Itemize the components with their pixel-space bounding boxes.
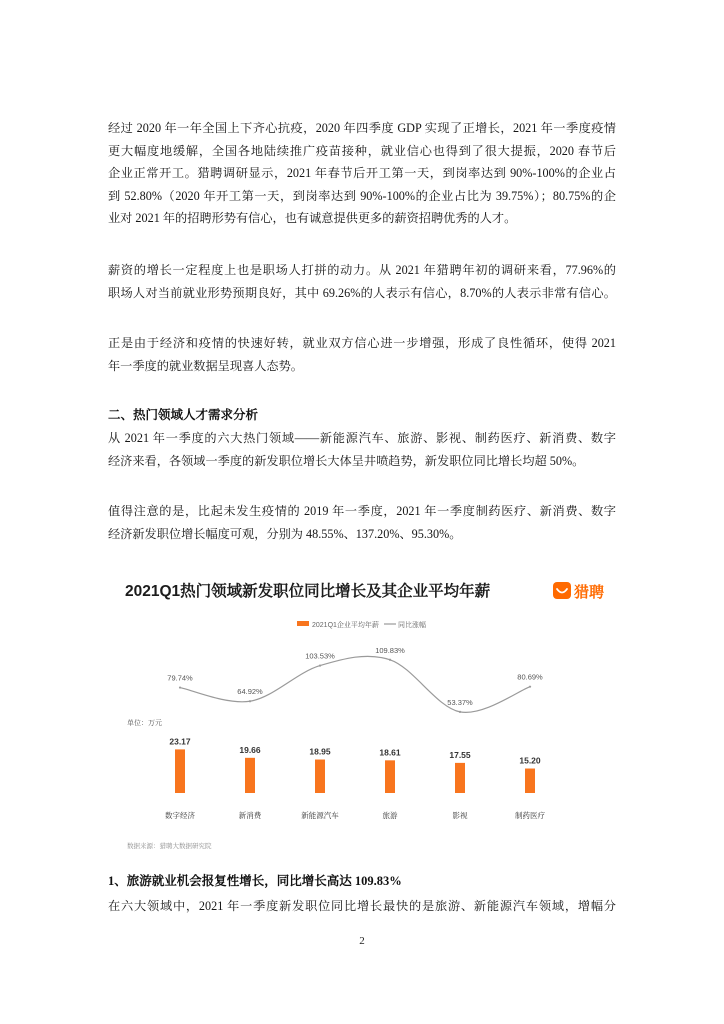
chart-title: 2021Q1热门领域新发职位同比增长及其企业平均年薪 bbox=[125, 583, 491, 600]
text-line: 经过 2020 年一年全国上下齐心抗疫，2020 年四季度 GDP 实现了正增长，2021 年一季度疫情 bbox=[108, 121, 616, 135]
line-point bbox=[389, 659, 391, 661]
line-point bbox=[459, 711, 461, 713]
legend-bar-label: 2021Q1企业平均年薪 bbox=[312, 622, 379, 629]
category-label: 新能源汽车 bbox=[301, 811, 339, 820]
text-line: 薪资的增长一定程度上也是职场人打拼的动力。从 2021 年猎聘年初的调研来看，77.96%的 bbox=[108, 263, 616, 277]
text-line: 正是由于经济和疫情的快速好转，就业双方信心进一步增强，形成了良性循环，使得 2021 bbox=[108, 336, 616, 350]
paragraph-salary-confidence bbox=[108, 259, 616, 304]
line-point bbox=[319, 664, 321, 666]
bar-value-label: 23.17 bbox=[169, 736, 191, 747]
line-value-label: 79.74% bbox=[167, 673, 193, 683]
line-value-label: 53.37% bbox=[447, 697, 473, 707]
source-note: 数据来源：猎聘大数据研究院 bbox=[127, 843, 212, 850]
category-label: 新消费 bbox=[238, 811, 262, 820]
chart-container bbox=[108, 568, 616, 860]
category-label: 制药医疗 bbox=[515, 811, 545, 820]
growth-line bbox=[180, 656, 530, 712]
line-point bbox=[249, 700, 251, 702]
bar-value-label: 18.61 bbox=[379, 747, 401, 758]
text-line: 职场人对当前就业形势预期良好，其中 69.26%的人表示有信心，8.70%的人表示非常有信心。 bbox=[108, 285, 616, 300]
text-line: 更大幅度地缓解，全国各地陆续推广疫苗接种，就业信心也得到了很大提振，2020 春节后 bbox=[108, 143, 616, 158]
bar-value-label: 17.55 bbox=[449, 749, 471, 760]
bar bbox=[455, 763, 465, 793]
paragraph-2019-comparison bbox=[108, 500, 616, 545]
combo-chart bbox=[108, 568, 616, 860]
line-point bbox=[179, 686, 181, 688]
line-value-label: 109.83% bbox=[375, 645, 405, 655]
text-line: 经济新发职位增长幅度可观，分别为 48.55%、137.20%、95.30%。 bbox=[108, 526, 462, 541]
chart-legend bbox=[297, 620, 426, 629]
legend-line-label: 同比涨幅 bbox=[398, 622, 426, 629]
bar-value-label: 15.20 bbox=[519, 755, 541, 766]
subsection-heading: 1、旅游就业机会报复性增长，同比增长高达 109.83% bbox=[108, 874, 402, 888]
line-point bbox=[529, 686, 531, 688]
salary-bar-series bbox=[169, 736, 541, 793]
category-label: 旅游 bbox=[382, 811, 398, 820]
text-line: 值得注意的是，比起未发生疫情的 2019 年一季度，2021 年一季度制药医疗、新消费、数字 bbox=[108, 504, 616, 518]
paragraph-recovery-overview bbox=[108, 117, 616, 230]
text-line: 到 52.80%（2020 年开工第一天，到岗率达到 90%-100%的企业占比为 39.75%）；80.75%的企 bbox=[108, 188, 616, 203]
paragraph-virtuous-cycle bbox=[108, 332, 616, 377]
paragraph-tourism-growth bbox=[108, 895, 616, 918]
text-line: 企业正常开工。猎聘调研显示，2021 年春节后开工第一天，到岗率达到 90%-100%的企业占 bbox=[108, 166, 616, 180]
text-line: 经济来看，各领域一季度的新发职位增长大体呈井喷趋势，新发职位同比增长均超 50%。 bbox=[108, 453, 585, 468]
unit-label: 单位：万元 bbox=[127, 720, 162, 727]
line-value-label: 103.53% bbox=[305, 651, 335, 661]
bar bbox=[175, 749, 185, 793]
text-line: 在六大领域中，2021 年一季度新发职位同比增长最快的是旅游、新能源汽车领域，增幅分 bbox=[108, 899, 616, 913]
liepin-logo bbox=[553, 582, 604, 601]
line-value-label: 64.92% bbox=[237, 687, 263, 697]
line-value-label: 80.69% bbox=[517, 672, 543, 682]
bar bbox=[315, 760, 325, 793]
bar-value-label: 18.95 bbox=[309, 746, 331, 757]
section-heading: 二、热门领域人才需求分析 bbox=[108, 408, 259, 422]
bar-value-label: 19.66 bbox=[239, 744, 261, 755]
growth-line-series bbox=[167, 646, 543, 713]
category-label: 数字经济 bbox=[165, 811, 195, 820]
bar bbox=[385, 760, 395, 793]
text-line: 从 2021 年一季度的六大热门领域——新能源汽车、旅游、影视、制药医疗、新消费、数字 bbox=[108, 431, 616, 445]
page-number: 2 bbox=[359, 935, 365, 947]
legend-bar-swatch bbox=[297, 621, 309, 626]
bar bbox=[245, 758, 255, 793]
text-line: 业对 2021 年的招聘形势有信心，也有诚意提供更多的薪资招聘优秀的人才。 bbox=[108, 211, 517, 225]
category-label: 影视 bbox=[452, 811, 468, 820]
bar bbox=[525, 769, 535, 793]
category-axis-labels bbox=[165, 810, 545, 820]
text-line: 年一季度的就业数据呈现喜人态势。 bbox=[108, 358, 303, 373]
liepin-logo-text: 猎聘 bbox=[574, 584, 605, 601]
paragraph-hot-sectors bbox=[108, 427, 616, 472]
liepin-logo-icon bbox=[553, 582, 571, 599]
